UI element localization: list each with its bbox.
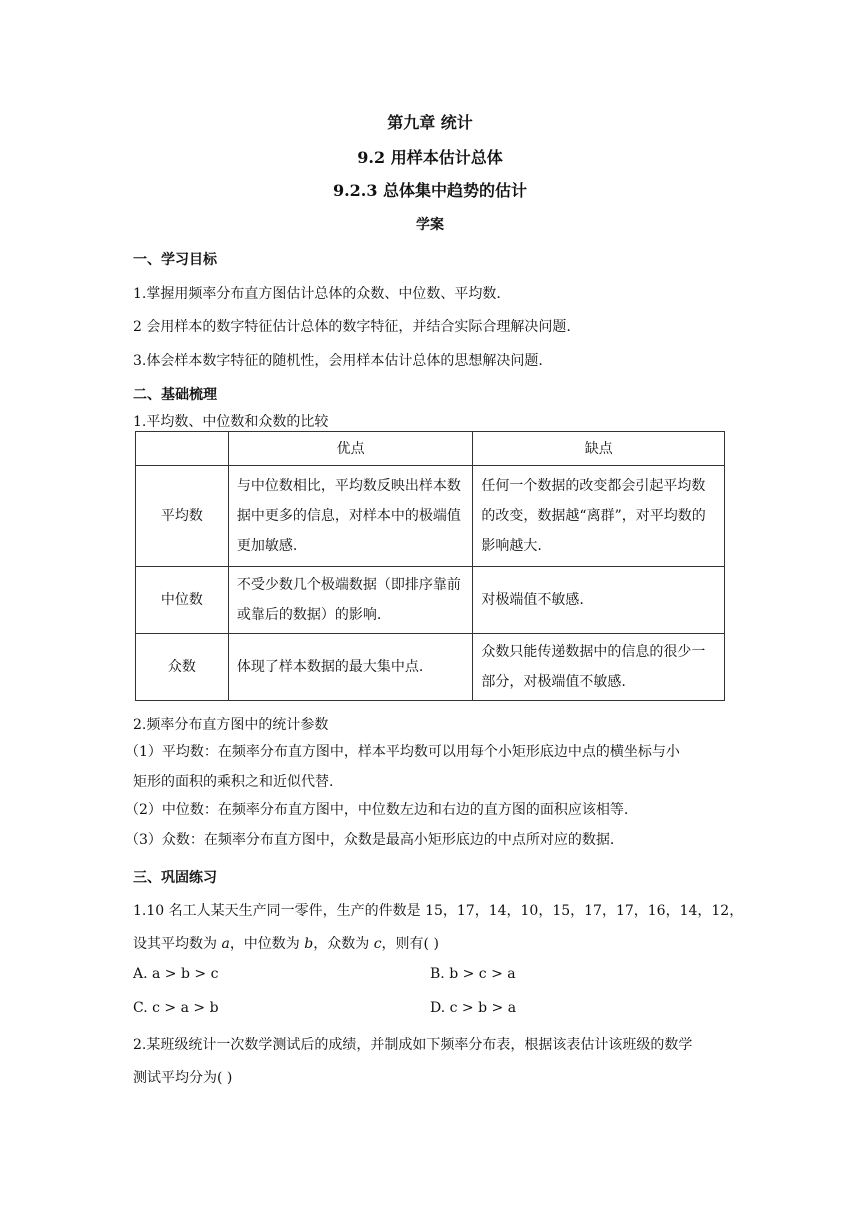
doc-type-label: 学案 [416,217,444,233]
question1-text: 1.10 名工人某天生产同一零件，生产的件数是 15，17，14，10，15，17，17，16，14，12， [133,903,744,919]
section-title: 9.2 用样本估计总体 [357,148,503,167]
section2-heading: 二、基础梳理 [133,387,217,403]
question2-text-line2: 测试平均分为( ) [133,1070,233,1086]
q1-option-d: D. c > b > a [430,1000,517,1016]
table-cell: 众数只能传递数据中的信息的很少一部分，对极端值不敏感. [473,634,725,701]
table-header-cell [136,432,229,466]
param-line: （3）众数：在频率分布直方图中，众数是最高小矩形底边的中点所对应的数据. [125,832,615,848]
question1-text-line2 [133,933,439,953]
objective-item: 3.体会样本数字特征的随机性，会用样本估计总体的思想解决问题. [133,353,543,369]
table-cell: 与中位数相比，平均数反映出样本数据中更多的信息，对样本中的极端值更加敏感. [228,466,473,567]
q1-option-b: B. b > c > a [430,966,516,982]
q1-option-a: A. a > b > c [133,966,219,982]
table-header-cell: 缺点 [473,432,725,466]
table-cell: 任何一个数据的改变都会引起平均数的改变，数据越“离群”，对平均数的影响越大. [473,466,725,567]
q1-text-part: ，众数为 [313,936,374,952]
q1-text-part: ，中位数为 [229,936,305,952]
table-cell: 体现了样本数据的最大集中点. [228,634,473,701]
table-row-label: 中位数 [136,567,229,634]
table-row [136,634,725,701]
section3-heading: 三、巩固练习 [133,870,217,886]
objective-item: 1.掌握用频率分布直方图估计总体的众数、中位数、平均数. [133,286,501,302]
chapter-title: 第九章 统计 [387,113,473,132]
params-caption: 2.频率分布直方图中的统计参数 [133,717,329,733]
q1-var-c: c [373,936,382,952]
table-cell: 对极端值不敏感. [473,567,725,634]
table-row [136,466,725,567]
q1-text-part: 设其平均数为 [133,936,222,952]
table-row-label: 平均数 [136,466,229,567]
table-header-row [136,432,725,466]
section1-heading: 一、学习目标 [133,252,217,268]
param-line: （2）中位数：在频率分布直方图中，中位数左边和右边的直方图的面积应该相等. [125,802,629,818]
table-row-label: 众数 [136,634,229,701]
comparison-table [135,431,725,701]
q1-option-c: C. c > a > b [133,1000,219,1016]
q1-text-part: ，则有( ) [381,936,439,952]
objective-item: 2 会用样本的数字特征估计总体的数字特征，并结合实际合理解决问题. [133,319,571,335]
q1-var-b: b [304,936,314,952]
q1-var-a: a [221,936,230,952]
param-line: 矩形的面积的乘积之和近似代替. [133,774,334,790]
param-line: （1）平均数：在频率分布直方图中，样本平均数可以用每个小矩形底边中点的横坐标与小 [125,744,680,760]
question2-text: 2.某班级统计一次数学测试后的成绩，并制成如下频率分布表，根据该表估计该班级的数学 [133,1037,693,1053]
table-header-cell: 优点 [228,432,473,466]
table-cell: 不受少数几个极端数据（即排序靠前或靠后的数据）的影响. [228,567,473,634]
table-row [136,567,725,634]
table-caption: 1.平均数、中位数和众数的比较 [133,414,329,430]
subsection-title: 9.2.3 总体集中趋势的估计 [332,181,528,200]
